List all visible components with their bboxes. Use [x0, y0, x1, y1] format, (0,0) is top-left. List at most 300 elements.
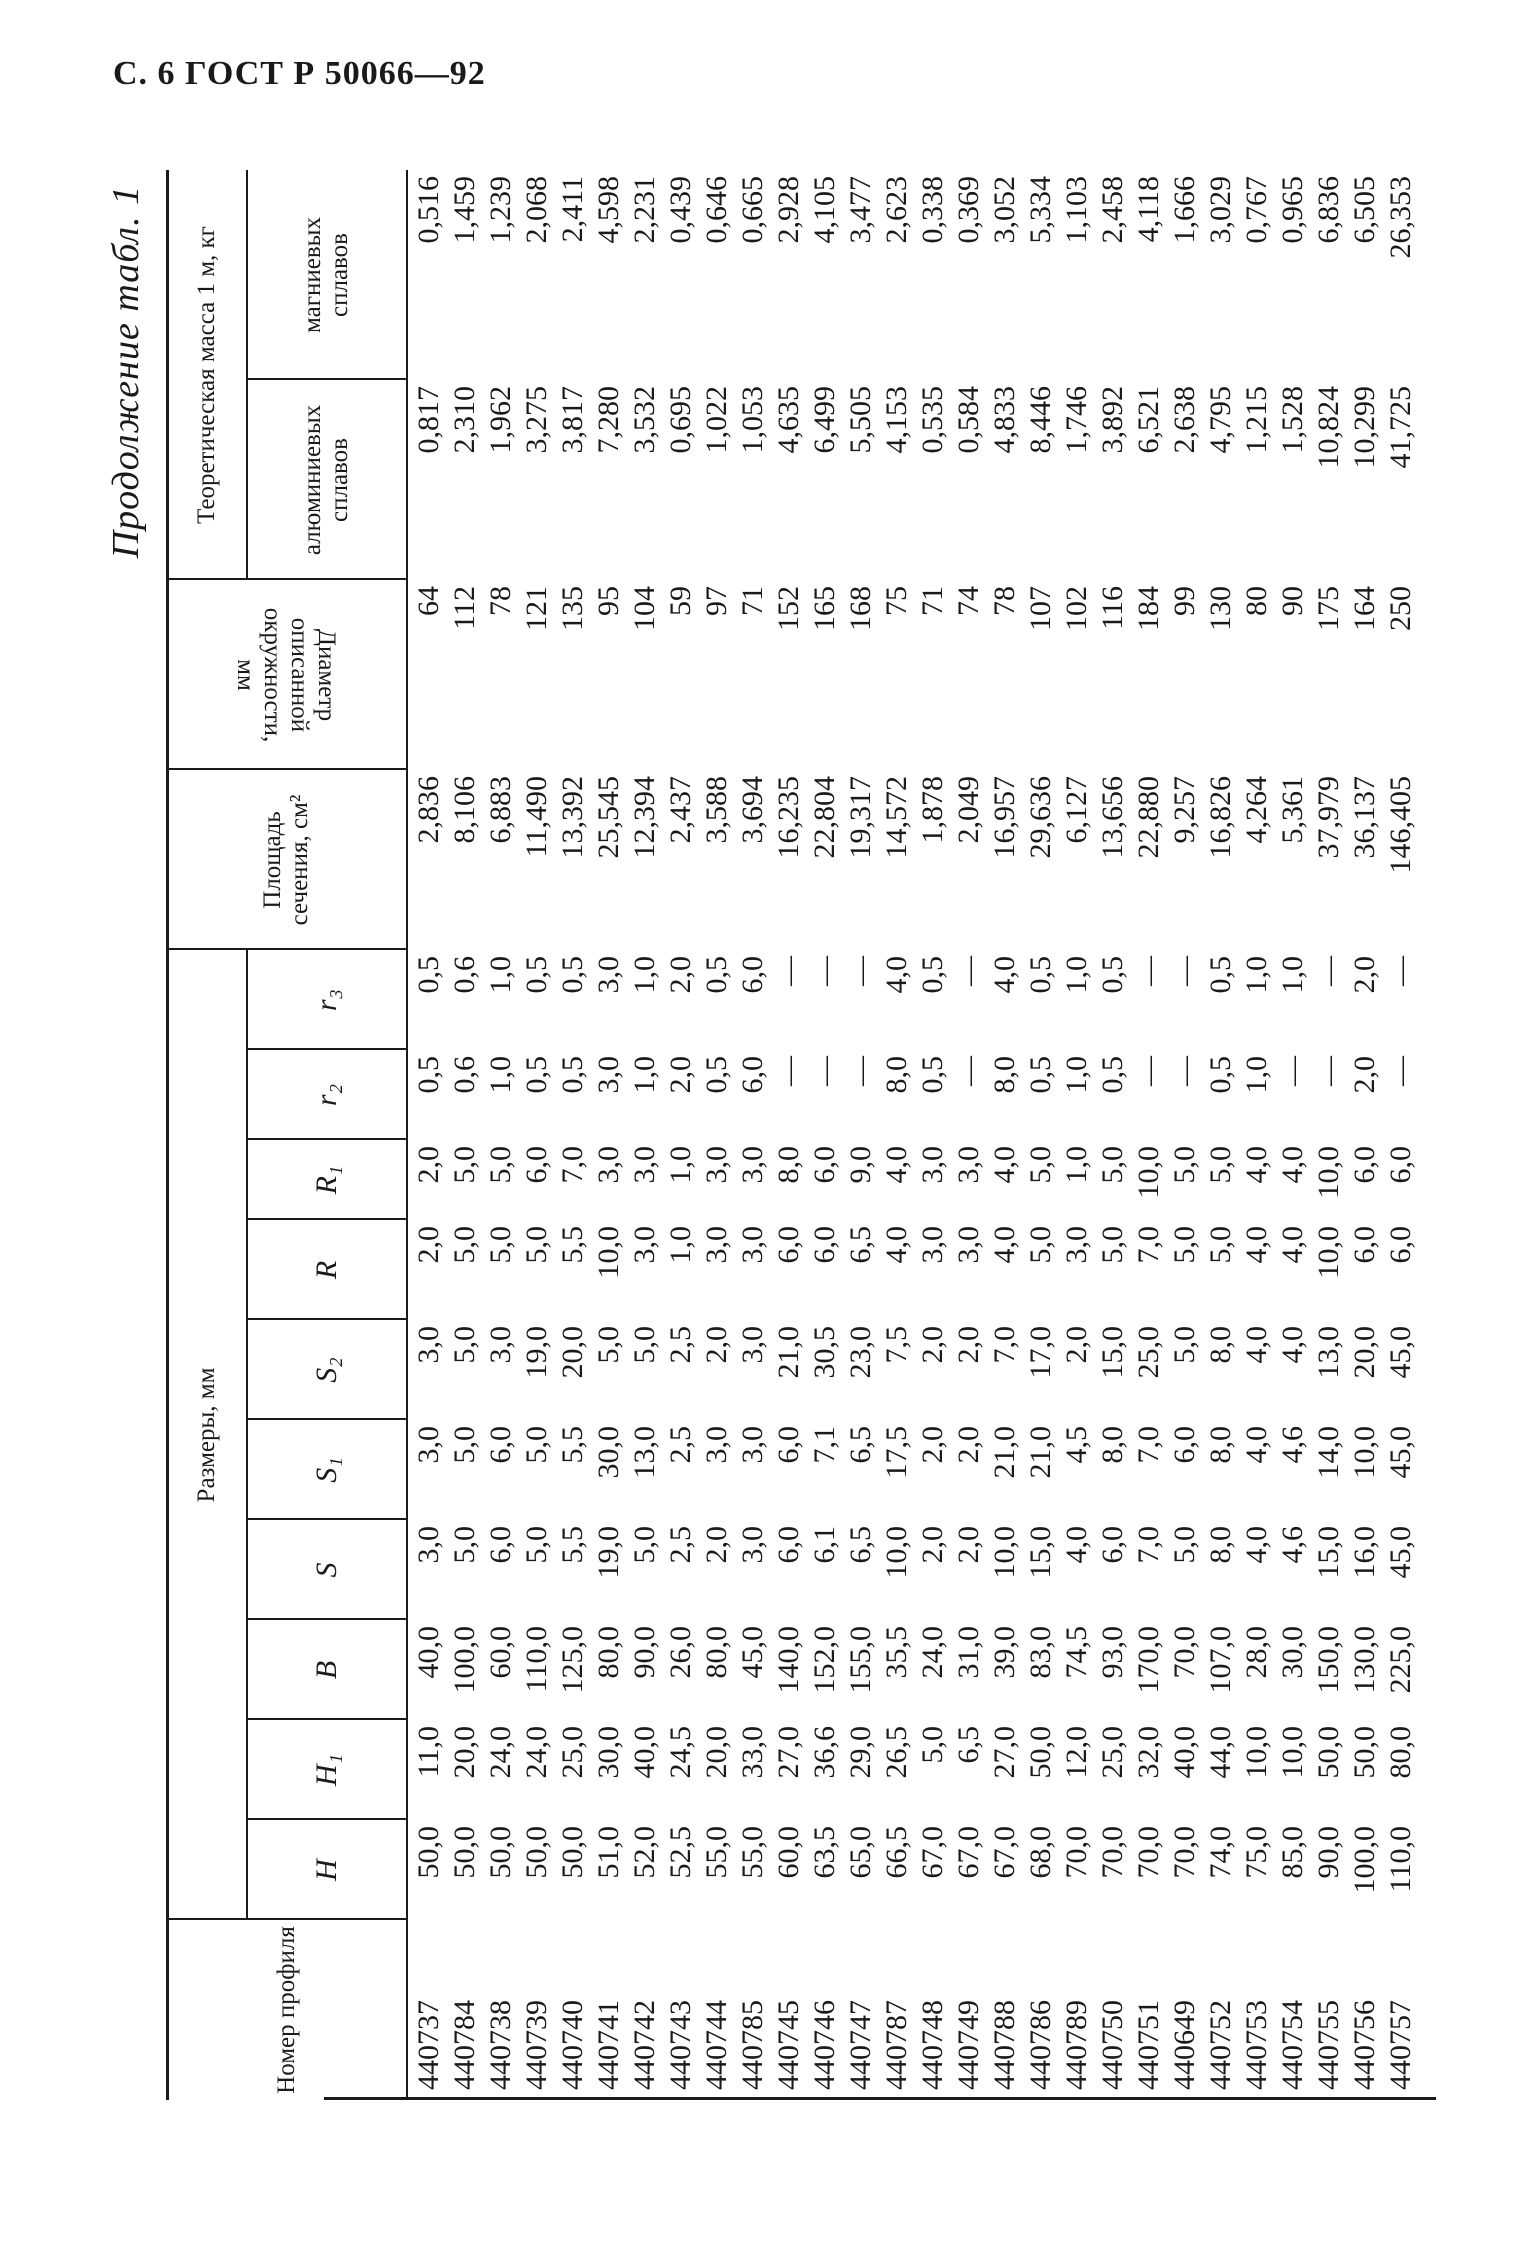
table-cell-S: 4,0 [1240, 1526, 1273, 1564]
table-cell-R: 3,0 [916, 1226, 949, 1264]
table-cell-R: 5,0 [1168, 1226, 1201, 1264]
table-cell-S1: 4,5 [1060, 1426, 1093, 1464]
table-cell-S1: 2,0 [952, 1426, 985, 1464]
table-cell-r3: — [844, 956, 877, 986]
table-cell-area: 37,979 [1312, 776, 1345, 859]
table-cell-R1: 4,0 [1276, 1146, 1309, 1184]
table-cell-S: 6,0 [484, 1526, 517, 1564]
table-cell-B: 35,5 [880, 1626, 913, 1679]
header-magnesium: магниевых сплавов [299, 217, 353, 333]
table-cell-diam: 135 [556, 586, 589, 631]
table-cell-H: 68,0 [1024, 1826, 1057, 1879]
table-cell-B: 150,0 [1312, 1626, 1345, 1694]
table-cell-r2: 0,5 [556, 1056, 589, 1094]
table-cell-r3: 4,0 [988, 956, 1021, 994]
table-cell-r2: 0,5 [412, 1056, 445, 1094]
table-cell-r3: 2,0 [1348, 956, 1381, 994]
header-S2: S₂ [309, 1357, 343, 1383]
table-cell-S2: 4,0 [1276, 1326, 1309, 1364]
header-aluminum: алюминиевых сплавов [299, 404, 353, 556]
table-cell-al: 41,725 [1384, 386, 1417, 469]
table-cell-R1: 6,0 [1384, 1146, 1417, 1184]
table-cell-R: 6,0 [772, 1226, 805, 1264]
table-cell-r2: 1,0 [1240, 1056, 1273, 1094]
table-cell-num: 440738 [484, 2000, 517, 2090]
table-cell-S2: 19,0 [520, 1326, 553, 1379]
table-cell-H: 50,0 [520, 1826, 553, 1879]
table-cell-area: 3,694 [736, 776, 769, 844]
column-H1 [414, 1720, 1424, 1820]
table-cell-S1: 6,5 [844, 1426, 877, 1464]
table-cell-diam: 168 [844, 586, 877, 631]
table-cell-mg: 26,353 [1384, 176, 1417, 259]
table-cell-S2: 45,0 [1384, 1326, 1417, 1379]
table-cell-num: 440737 [412, 2000, 445, 2090]
column-aluminum [414, 380, 1424, 580]
table-cell-R: 3,0 [700, 1226, 733, 1264]
table-cell-num: 440751 [1132, 2000, 1165, 2090]
table-cell-num: 440745 [772, 2000, 805, 2090]
table-cell-mg: 2,458 [1096, 176, 1129, 244]
table-cell-r3: 6,0 [736, 956, 769, 994]
table-cell-S: 2,5 [664, 1526, 697, 1564]
table-cell-R1: 3,0 [592, 1146, 625, 1184]
table-cell-H1: 10,0 [1276, 1726, 1309, 1779]
table-cell-B: 39,0 [988, 1626, 1021, 1679]
table-cell-al: 6,521 [1132, 386, 1165, 454]
table-cell-B: 155,0 [844, 1626, 877, 1694]
table-cell-H: 52,5 [664, 1826, 697, 1879]
table-cell-mg: 1,103 [1060, 176, 1093, 244]
table-cell-R: 6,0 [1348, 1226, 1381, 1264]
table-cell-H1: 24,5 [664, 1726, 697, 1779]
column-r2 [414, 1050, 1424, 1140]
table-cell-S: 10,0 [988, 1526, 1021, 1579]
table-cell-area: 8,106 [448, 776, 481, 844]
table-cell-R: 5,5 [556, 1226, 589, 1264]
col-divider [246, 378, 406, 380]
table-cell-H1: 40,0 [1168, 1726, 1201, 1779]
table-cell-diam: 78 [988, 586, 1021, 616]
table-cell-al: 3,532 [628, 386, 661, 454]
table-cell-S1: 21,0 [1024, 1426, 1057, 1479]
table-cell-H: 85,0 [1276, 1826, 1309, 1879]
table-cell-r2: 2,0 [664, 1056, 697, 1094]
table-cell-H1: 44,0 [1204, 1726, 1237, 1779]
table-cell-r2: — [1384, 1056, 1417, 1086]
table-cell-S: 8,0 [1204, 1526, 1237, 1564]
table-cell-H1: 25,0 [1096, 1726, 1129, 1779]
table-cell-area: 22,804 [808, 776, 841, 859]
table-cell-al: 3,275 [520, 386, 553, 454]
column-area [414, 770, 1424, 950]
table-cell-S2: 3,0 [484, 1326, 517, 1364]
table-cell-H1: 6,5 [952, 1726, 985, 1764]
table-cell-area: 25,545 [592, 776, 625, 859]
table-cell-diam: 99 [1168, 586, 1201, 616]
table-cell-H: 70,0 [1132, 1826, 1165, 1879]
table-cell-area: 3,588 [700, 776, 733, 844]
column-R1 [414, 1140, 1424, 1220]
table-cell-R: 10,0 [592, 1226, 625, 1279]
table-cell-R: 6,0 [1384, 1226, 1417, 1264]
table-cell-diam: 75 [880, 586, 913, 616]
table-cell-R1: 6,0 [808, 1146, 841, 1184]
table-cell-area: 1,878 [916, 776, 949, 844]
table-cell-area: 9,257 [1168, 776, 1201, 844]
table-cell-R1: 10,0 [1132, 1146, 1165, 1199]
table-cell-R1: 3,0 [628, 1146, 661, 1184]
header-B: B [309, 1660, 343, 1680]
table-cell-diam: 78 [484, 586, 517, 616]
table-cell-H1: 5,0 [916, 1726, 949, 1764]
table-cell-B: 130,0 [1348, 1626, 1381, 1694]
table-caption: Продолжение табл. 1 [105, 185, 147, 559]
table-cell-al: 1,215 [1240, 386, 1273, 454]
table-cell-S2: 5,0 [1168, 1326, 1201, 1364]
table-cell-R1: 3,0 [916, 1146, 949, 1184]
table-cell-S2: 15,0 [1096, 1326, 1129, 1379]
table-cell-r2: 3,0 [592, 1056, 625, 1094]
table-cell-B: 225,0 [1384, 1626, 1417, 1694]
table-cell-diam: 164 [1348, 586, 1381, 631]
table-cell-mg: 4,105 [808, 176, 841, 244]
table-cell-S1: 10,0 [1348, 1426, 1381, 1479]
table-cell-B: 40,0 [412, 1626, 445, 1679]
table-cell-B: 107,0 [1204, 1626, 1237, 1694]
table-cell-H1: 10,0 [1240, 1726, 1273, 1779]
header-r2: r₂ [309, 1083, 343, 1107]
table-cell-S1: 5,0 [520, 1426, 553, 1464]
table-cell-num: 440750 [1096, 2000, 1129, 2090]
table-cell-num: 440747 [844, 2000, 877, 2090]
table-cell-B: 100,0 [448, 1626, 481, 1694]
table-cell-r3: 4,0 [880, 956, 913, 994]
table-cell-R1: 5,0 [484, 1146, 517, 1184]
table-cell-diam: 90 [1276, 586, 1309, 616]
header-diameter: Диаметр описанной окружности, мм [232, 607, 340, 743]
table-cell-H: 70,0 [1168, 1826, 1201, 1879]
table-cell-B: 140,0 [772, 1626, 805, 1694]
table-cell-num: 440753 [1240, 2000, 1273, 2090]
table-cell-mg: 2,231 [628, 176, 661, 244]
table-cell-diam: 71 [916, 586, 949, 616]
table-cell-S: 5,5 [556, 1526, 589, 1564]
table-cell-B: 152,0 [808, 1626, 841, 1694]
table-cell-diam: 175 [1312, 586, 1345, 631]
table-cell-S: 5,0 [448, 1526, 481, 1564]
table-cell-num: 440789 [1060, 2000, 1093, 2090]
table-cell-mg: 3,477 [844, 176, 877, 244]
table-cell-H: 70,0 [1060, 1826, 1093, 1879]
table-cell-H: 75,0 [1240, 1826, 1273, 1879]
table-cell-S2: 2,0 [952, 1326, 985, 1364]
table-cell-S1: 30,0 [592, 1426, 625, 1479]
table-cell-al: 1,528 [1276, 386, 1309, 454]
table-cell-H1: 36,6 [808, 1726, 841, 1779]
table-cell-H1: 26,5 [880, 1726, 913, 1779]
table-cell-r3: 0,5 [1024, 956, 1057, 994]
table-cell-area: 36,137 [1348, 776, 1381, 859]
table-cell-H1: 50,0 [1348, 1726, 1381, 1779]
table-cell-S2: 5,0 [592, 1326, 625, 1364]
table-cell-R1: 5,0 [1024, 1146, 1057, 1184]
header-S1: S₁ [309, 1457, 343, 1483]
table-cell-R: 5,0 [448, 1226, 481, 1264]
table-cell-B: 74,5 [1060, 1626, 1093, 1679]
column-profile-number [414, 1920, 1424, 2100]
table-cell-al: 10,824 [1312, 386, 1345, 469]
table-cell-R: 1,0 [664, 1226, 697, 1264]
table-cell-B: 90,0 [628, 1626, 661, 1679]
table-cell-B: 45,0 [736, 1626, 769, 1679]
table-cell-mg: 5,334 [1024, 176, 1057, 244]
table-cell-H: 60,0 [772, 1826, 805, 1879]
rotated-table-sheet [100, 170, 1440, 2120]
table-cell-R1: 4,0 [1240, 1146, 1273, 1184]
table-cell-R1: 3,0 [700, 1146, 733, 1184]
table-cell-num: 440739 [520, 2000, 553, 2090]
table-cell-r3: — [1384, 956, 1417, 986]
table-cell-diam: 59 [664, 586, 697, 616]
table-cell-diam: 74 [952, 586, 985, 616]
table-cell-H: 55,0 [700, 1826, 733, 1879]
table-cell-S: 6,1 [808, 1526, 841, 1564]
table-cell-r2: — [1312, 1056, 1345, 1086]
table-cell-r2: 0,6 [448, 1056, 481, 1094]
table-cell-H1: 32,0 [1132, 1726, 1165, 1779]
table-cell-S: 6,0 [772, 1526, 805, 1564]
table-cell-r3: 0,5 [556, 956, 589, 994]
table-cell-diam: 64 [412, 586, 445, 616]
table-cell-al: 1,746 [1060, 386, 1093, 454]
table-cell-mg: 3,029 [1204, 176, 1237, 244]
table-cell-area: 6,883 [484, 776, 517, 844]
table-cell-num: 440757 [1384, 2000, 1417, 2090]
column-magnesium [414, 170, 1424, 380]
table-cell-diam: 107 [1024, 586, 1057, 631]
table-cell-S2: 2,0 [916, 1326, 949, 1364]
table-cell-S1: 45,0 [1384, 1426, 1417, 1479]
table-cell-diam: 184 [1132, 586, 1165, 631]
table-cell-num: 440749 [952, 2000, 985, 2090]
column-H [414, 1820, 1424, 1920]
table-cell-B: 60,0 [484, 1626, 517, 1679]
table-cell-al: 1,962 [484, 386, 517, 454]
table-cell-S1: 2,0 [916, 1426, 949, 1464]
table-cell-H: 65,0 [844, 1826, 877, 1879]
table-cell-H: 70,0 [1096, 1826, 1129, 1879]
table-cell-al: 10,299 [1348, 386, 1381, 469]
table-cell-mg: 6,836 [1312, 176, 1345, 244]
header-S: S [309, 1562, 343, 1578]
table-cell-r2: 2,0 [1348, 1056, 1381, 1094]
table-cell-r2: — [1168, 1056, 1201, 1086]
table-cell-mg: 0,516 [412, 176, 445, 244]
table-cell-S: 3,0 [412, 1526, 445, 1564]
table-cell-B: 30,0 [1276, 1626, 1309, 1679]
column-B [414, 1620, 1424, 1720]
table-cell-S2: 5,0 [628, 1326, 661, 1364]
table-cell-R: 3,0 [736, 1226, 769, 1264]
table-cell-S: 5,0 [1168, 1526, 1201, 1564]
table-cell-num: 440788 [988, 2000, 1021, 2090]
table-cell-mg: 4,118 [1132, 176, 1165, 243]
table-cell-S1: 14,0 [1312, 1426, 1345, 1479]
column-S [414, 1520, 1424, 1620]
table-cell-S1: 6,0 [1168, 1426, 1201, 1464]
table-cell-S2: 20,0 [1348, 1326, 1381, 1379]
table-cell-B: 24,0 [916, 1626, 949, 1679]
table-cell-area: 146,405 [1384, 776, 1417, 874]
table-cell-area: 2,836 [412, 776, 445, 844]
header-mass: Теоретическая масса 1 м, кг [192, 226, 220, 524]
table-cell-area: 14,572 [880, 776, 913, 859]
table-cell-diam: 121 [520, 586, 553, 631]
header-profile-number: Номер профиля [272, 1926, 300, 2094]
table-cell-S2: 7,5 [880, 1326, 913, 1364]
table-cell-diam: 250 [1384, 586, 1417, 631]
table-cell-S: 5,0 [628, 1526, 661, 1564]
table-cell-S1: 4,0 [1240, 1426, 1273, 1464]
table-cell-mg: 4,598 [592, 176, 625, 244]
table-cell-H: 63,5 [808, 1826, 841, 1879]
table-cell-num: 440754 [1276, 2000, 1309, 2090]
table-cell-H: 55,0 [736, 1826, 769, 1879]
table-cell-R1: 6,0 [520, 1146, 553, 1184]
table-cell-r2: — [808, 1056, 841, 1086]
table-cell-S2: 2,0 [700, 1326, 733, 1364]
table-cell-H: 52,0 [628, 1826, 661, 1879]
table-cell-R1: 5,0 [448, 1146, 481, 1184]
table-cell-R1: 4,0 [988, 1146, 1021, 1184]
table-cell-mg: 0,338 [916, 176, 949, 244]
table-cell-r2: 6,0 [736, 1056, 769, 1094]
table-cell-al: 4,635 [772, 386, 805, 454]
table-cell-H: 90,0 [1312, 1826, 1345, 1879]
table-cell-H: 50,0 [484, 1826, 517, 1879]
table-cell-S1: 7,0 [1132, 1426, 1165, 1464]
table-cell-al: 0,817 [412, 386, 445, 454]
table-cell-area: 16,826 [1204, 776, 1237, 859]
table-cell-area: 22,880 [1132, 776, 1165, 859]
table-cell-B: 110,0 [520, 1626, 553, 1693]
table-cell-R: 6,5 [844, 1226, 877, 1264]
table-cell-num: 440748 [916, 2000, 949, 2090]
table-cell-S: 2,0 [700, 1526, 733, 1564]
table-cell-diam: 130 [1204, 586, 1237, 631]
table-cell-H1: 20,0 [448, 1726, 481, 1779]
table-cell-S: 19,0 [592, 1526, 625, 1579]
table-cell-H: 50,0 [412, 1826, 445, 1879]
table-cell-R1: 5,0 [1204, 1146, 1237, 1184]
table-cell-S1: 7,1 [808, 1426, 841, 1464]
table-cell-al: 0,584 [952, 386, 985, 454]
table-cell-S2: 3,0 [412, 1326, 445, 1364]
table-cell-R: 4,0 [880, 1226, 913, 1264]
table-cell-r2: 8,0 [988, 1056, 1021, 1094]
table-cell-H: 51,0 [592, 1826, 625, 1879]
table-cell-num: 440787 [880, 2000, 913, 2090]
table-cell-mg: 1,666 [1168, 176, 1201, 244]
table-cell-diam: 80 [1240, 586, 1273, 616]
table-cell-R: 3,0 [628, 1226, 661, 1264]
table-cell-H: 50,0 [448, 1826, 481, 1879]
table-cell-S2: 25,0 [1132, 1326, 1165, 1379]
header-H1: H₁ [309, 1753, 343, 1787]
table-cell-diam: 95 [592, 586, 625, 616]
table-cell-r2: 0,5 [1024, 1056, 1057, 1094]
table-cell-r3: 0,5 [700, 956, 733, 994]
table-cell-r3: 1,0 [628, 956, 661, 994]
table-cell-area: 13,392 [556, 776, 589, 859]
table-cell-area: 16,235 [772, 776, 805, 859]
table-cell-r3: — [1168, 956, 1201, 986]
header-r3: r₃ [309, 988, 343, 1012]
data-table [166, 170, 1436, 2100]
table-cell-diam: 116 [1096, 586, 1129, 630]
table-cell-al: 4,833 [988, 386, 1021, 454]
table-cell-r3: 0,5 [520, 956, 553, 994]
table-cell-S: 4,6 [1276, 1526, 1309, 1564]
table-cell-R1: 9,0 [844, 1146, 877, 1184]
table-cell-R: 6,0 [808, 1226, 841, 1264]
table-cell-num: 440744 [700, 2000, 733, 2090]
table-cell-area: 19,317 [844, 776, 877, 859]
table-cell-R: 4,0 [988, 1226, 1021, 1264]
table-cell-area: 2,437 [664, 776, 697, 844]
table-cell-S: 15,0 [1312, 1526, 1345, 1579]
table-cell-r3: 0,6 [448, 956, 481, 994]
table-cell-r2: — [844, 1056, 877, 1086]
col-divider [166, 768, 406, 770]
table-cell-S: 16,0 [1348, 1526, 1381, 1579]
table-cell-r2: 1,0 [484, 1056, 517, 1094]
table-cell-al: 8,446 [1024, 386, 1057, 454]
table-cell-H: 67,0 [988, 1826, 1021, 1879]
table-cell-R: 3,0 [1060, 1226, 1093, 1264]
table-cell-R1: 4,0 [880, 1146, 913, 1184]
table-cell-H1: 33,0 [736, 1726, 769, 1779]
table-cell-S1: 3,0 [412, 1426, 445, 1464]
table-cell-R1: 5,0 [1168, 1146, 1201, 1184]
table-cell-diam: 102 [1060, 586, 1093, 631]
table-cell-num: 440742 [628, 2000, 661, 2090]
table-cell-B: 31,0 [952, 1626, 985, 1679]
table-cell-num: 440756 [1348, 2000, 1381, 2090]
table-cell-H: 67,0 [916, 1826, 949, 1879]
table-cell-S2: 2,0 [1060, 1326, 1093, 1364]
table-cell-area: 16,957 [988, 776, 1021, 859]
table-cell-B: 170,0 [1132, 1626, 1165, 1694]
table-cell-H1: 40,0 [628, 1726, 661, 1779]
header-area: Площадь сечения, см² [259, 794, 313, 926]
table-cell-S1: 21,0 [988, 1426, 1021, 1479]
table-cell-mg: 3,052 [988, 176, 1021, 244]
table-cell-area: 13,656 [1096, 776, 1129, 859]
table-cell-mg: 0,665 [736, 176, 769, 244]
table-cell-S2: 20,0 [556, 1326, 589, 1379]
table-cell-R1: 7,0 [556, 1146, 589, 1184]
table-cell-S1: 17,5 [880, 1426, 913, 1479]
page-header: С. 6 ГОСТ Р 50066—92 [113, 55, 486, 92]
table-cell-mg: 1,239 [484, 176, 517, 244]
table-cell-area: 5,361 [1276, 776, 1309, 844]
table-cell-S1: 6,0 [772, 1426, 805, 1464]
table-cell-R: 7,0 [1132, 1226, 1165, 1264]
table-cell-R: 2,0 [412, 1226, 445, 1264]
header-dimensions: Размеры, мм [192, 1367, 220, 1503]
